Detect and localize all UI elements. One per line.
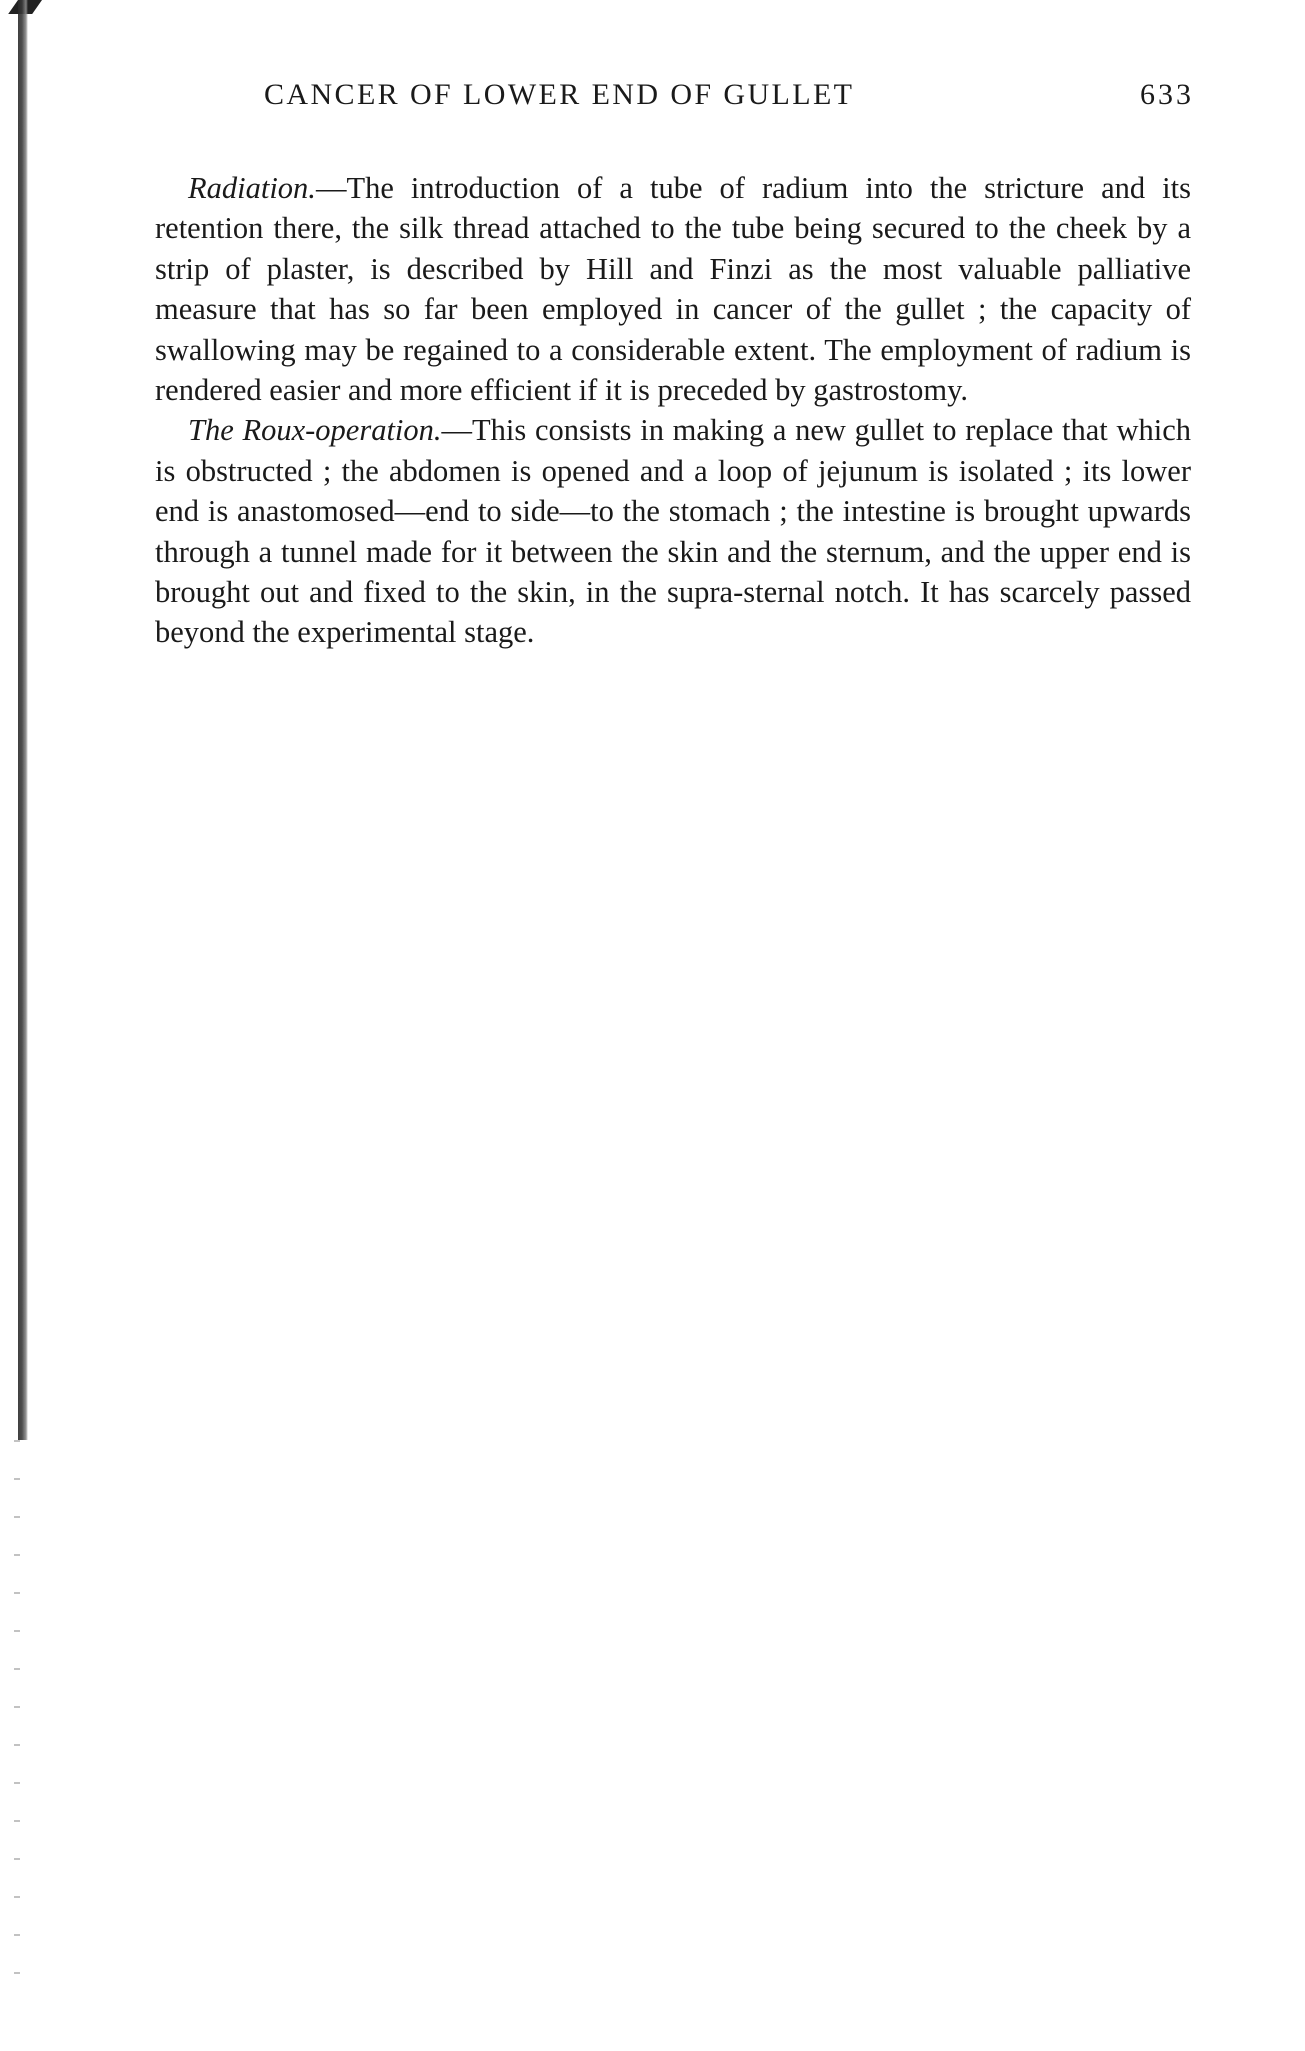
paragraph-roux-operation — [155, 410, 1191, 652]
body-text — [155, 168, 1191, 653]
running-head: CANCER OF LOWER END OF GULLET — [264, 78, 855, 111]
paragraph-body: —The introduction of a tube of radium into the stricture and its retention there, the silk thread attached to the tube being secured to the cheek by a strip of plaster, is described by Hill and Finzi as the most valuable palliative measure that has so far been employed in cancer of the gullet ; the capacity of swallowing may be regained to a considerable extent. The employment of radium is rendered easier and more efficient if it is preceded by gastrostomy. — [155, 171, 1191, 408]
paragraph-heading: Radiation. — [188, 171, 316, 205]
binding-edge-speckle — [14, 1440, 20, 2000]
page-header — [264, 78, 1194, 128]
paragraph-body: —This consists in making a new gullet to replace that which is obstructed ; the abdomen is opened and a loop of jejunum is isolated ; its lower end is anastomosed—end to side—to the stomach ; the intestine is brought upwards through a tunnel made for it between the skin and the sternum, and the upper end is brought out and fixed to the skin, in the supra-sternal notch. It has scarcely passed beyond the experimental stage. — [155, 413, 1191, 650]
binding-edge-shadow — [18, 0, 28, 1440]
paragraph-heading: The Roux-operation. — [188, 413, 442, 448]
page-number: 633 — [1140, 78, 1194, 111]
paragraph-radiation — [155, 168, 1191, 410]
